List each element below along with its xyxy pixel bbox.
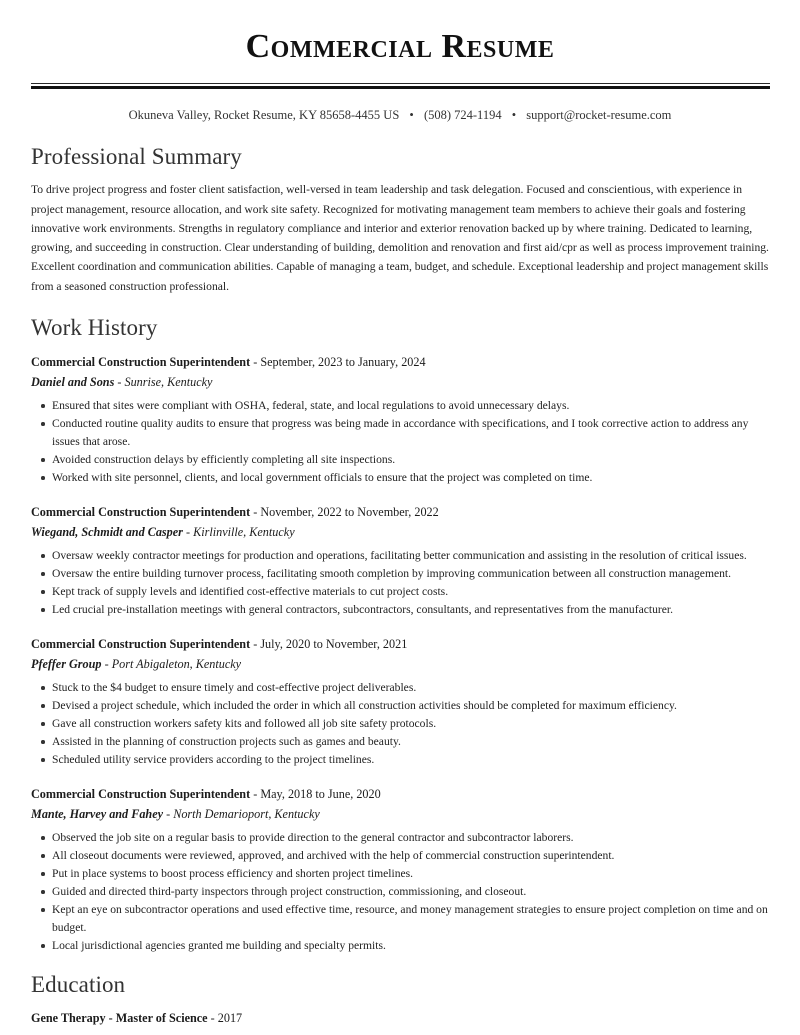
contact-email[interactable]: support@rocket-resume.com <box>526 108 672 123</box>
job-responsibility-item: Guided and directed third-party inspectors through project construction, commissioning, and closeout. <box>31 883 769 901</box>
job-responsibility-item: Worked with site personnel, clients, and local government officials to ensure that the project was completed on time. <box>31 469 769 487</box>
education-separator-1: - <box>105 1010 116 1025</box>
job-company-line <box>31 655 769 673</box>
job-location: Kirlinville, Kentucky <box>193 525 295 540</box>
job-dates: November, 2022 to November, 2022 <box>260 505 439 520</box>
education-separator-2: - <box>207 1010 218 1025</box>
section-professional-summary <box>31 143 769 296</box>
job-responsibility-item: Kept track of supply levels and identified cost-effective materials to cut project costs. <box>31 583 769 601</box>
job-responsibility-item: Oversaw weekly contractor meetings for production and operations, facilitating better communication and assisting in the resolution of critical issues. <box>31 547 769 565</box>
education-degree: Master of Science <box>115 1010 208 1025</box>
job-responsibility-item: Devised a project schedule, which included the order in which all construction activities should be completed for maximum efficiency. <box>31 697 769 715</box>
page-title: Commercial Resume <box>245 28 555 65</box>
job-responsibility-item: Conducted routine quality audits to ensure that progress was being made in accordance with specifications, and I took corrective action to address any issues that arose. <box>31 415 769 451</box>
job-responsibility-item: Avoided construction delays by efficiently completing all site inspections. <box>31 451 769 469</box>
job-responsibility-item: All closeout documents were reviewed, approved, and archived with the help of commercial construction superintendent. <box>31 847 769 865</box>
job-dates: July, 2020 to November, 2021 <box>260 637 408 652</box>
divider-line-thick <box>31 86 770 89</box>
job-responsibility-item: Ensured that sites were compliant with OSHA, federal, state, and local regulations to avoid unnecessary delays. <box>31 397 769 415</box>
job-title-line <box>31 503 769 521</box>
job-responsibilities-list <box>31 679 769 769</box>
job-responsibility-item: Observed the job site on a regular basis to provide direction to the general contractor and subcontractor laborers. <box>31 829 769 847</box>
job-responsibility-item: Led crucial pre-installation meetings with general contractors, subcontractors, consultants, and representatives from the manufacturer. <box>31 601 769 619</box>
job-responsibility-item: Kept an eye on subcontractor operations and used effective time, resource, and money management strategies to ensure project completion on time and on budget. <box>31 901 769 937</box>
job-company-line <box>31 523 769 541</box>
job-location: Sunrise, Kentucky <box>124 375 213 390</box>
job-company-location-separator: - <box>182 525 194 540</box>
header-divider <box>31 83 770 89</box>
job-company-line <box>31 805 769 823</box>
job-company-location-separator: - <box>114 375 125 390</box>
education-entry <box>31 1009 769 1027</box>
job-company: Mante, Harvey and Fahey <box>31 807 164 822</box>
contact-separator-1: • <box>409 108 414 123</box>
job-responsibility-item: Gave all construction workers safety kits and followed all job site safety protocols. <box>31 715 769 733</box>
job-responsibilities-list <box>31 397 769 487</box>
job-title: Commercial Construction Superintendent <box>31 505 251 520</box>
education-year: 2017 <box>217 1010 243 1025</box>
job-title-date-separator: - <box>250 355 261 370</box>
contact-separator-2: • <box>511 108 517 123</box>
job-company: Pfeffer Group <box>31 657 102 672</box>
work-history-entry <box>31 635 769 769</box>
section-heading-work-history: Work History <box>31 314 158 340</box>
job-responsibility-item: Local jurisdictional agencies granted me building and specialty permits. <box>31 937 769 955</box>
section-work-history <box>31 314 769 956</box>
job-title: Commercial Construction Superintendent <box>31 637 251 652</box>
job-company-location-separator: - <box>101 657 112 672</box>
job-responsibilities-list <box>31 829 769 955</box>
education-program: Gene Therapy <box>31 1010 106 1025</box>
education-list <box>31 1009 769 1027</box>
job-title-date-separator: - <box>250 787 261 802</box>
section-education <box>31 971 769 1027</box>
job-dates: September, 2023 to January, 2024 <box>260 355 426 370</box>
job-location: North Demarioport, Kentucky <box>173 807 320 822</box>
job-title-line <box>31 353 769 371</box>
job-company: Daniel and Sons <box>31 375 115 390</box>
section-heading-summary: Professional Summary <box>31 143 242 169</box>
job-company-location-separator: - <box>163 807 174 822</box>
contact-phone[interactable]: (508) 724-1194 <box>423 108 502 123</box>
work-history-entry <box>31 785 769 955</box>
job-title-line <box>31 785 769 803</box>
contact-line <box>31 107 769 125</box>
job-responsibility-item: Oversaw the entire building turnover process, facilitating smooth completion by improving communication between all construction management. <box>31 565 769 583</box>
job-responsibility-item: Scheduled utility service providers according to the project timelines. <box>31 751 769 769</box>
job-dates: May, 2018 to June, 2020 <box>260 787 381 802</box>
contact-address: Okuneva Valley, Rocket Resume, KY 85658-4455 US <box>128 108 400 123</box>
job-title-line <box>31 635 769 653</box>
job-company: Wiegand, Schmidt and Casper <box>31 525 183 540</box>
job-responsibility-item: Put in place systems to boost process efficiency and shorten project timelines. <box>31 865 769 883</box>
work-history-entry <box>31 503 769 619</box>
job-responsibility-item: Stuck to the $4 budget to ensure timely and cost-effective project deliverables. <box>31 679 769 697</box>
job-title: Commercial Construction Superintendent <box>31 787 251 802</box>
work-history-entry <box>31 353 769 487</box>
work-history-list <box>31 353 769 955</box>
job-company-line <box>31 373 769 391</box>
job-title-date-separator: - <box>250 637 261 652</box>
job-title: Commercial Construction Superintendent <box>31 355 251 370</box>
job-responsibilities-list <box>31 547 769 619</box>
job-responsibility-item: Assisted in the planning of construction projects such as games and beauty. <box>31 733 769 751</box>
summary-text: To drive project progress and foster client satisfaction, well-versed in team leadership and task delegation. Focused and conscientious, with experience in project management, resource allocation, and work site safety. Recognized for motivating management team members to achieve their goals and fostering innovative work environments. Strengths in regulatory compliance and interior and exterior renovation backed up by where training. Dedicated to learning, growing, and succeeding in construction. Clear understanding of building, demolition and renovation and first aid/cpr as well as process improvement training. Excellent coordination and communication abilities. Capable of managing a team, budget, and schedule. Exceptional leadership and project management skills from a seasoned construction professional. <box>31 183 769 293</box>
section-heading-education: Education <box>31 972 126 998</box>
job-location: Port Abigaleton, Kentucky <box>111 657 242 672</box>
job-title-date-separator: - <box>250 505 261 520</box>
